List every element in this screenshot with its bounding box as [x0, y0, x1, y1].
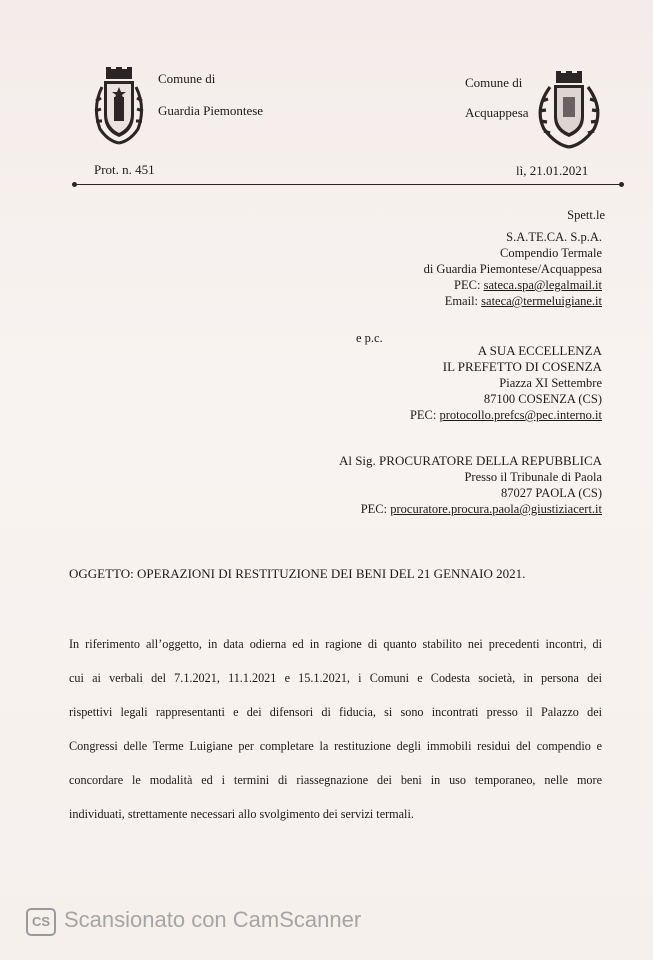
right-comune-label: Comune di	[465, 75, 523, 90]
procuratore-line: Presso il Tribunale di Paola	[464, 470, 602, 484]
cc-label: e p.c.	[356, 331, 383, 345]
prefetto-line: A SUA ECCELLENZA	[477, 343, 602, 358]
body-paragraph	[69, 627, 602, 831]
procuratore-line: 87027 PAOLA (CS)	[501, 486, 602, 500]
prefetto-line: 87100 COSENZA (CS)	[483, 392, 602, 406]
pec-label: PEC:	[409, 408, 440, 422]
procuratore-line: Al Sig. PROCURATORE DELLA REPUBBLICA	[338, 453, 602, 468]
body-line: individuati, strettamente necessari allo svolgimento dei servizi termali.	[69, 807, 414, 821]
right-comune-name: Acquappesa	[465, 105, 529, 120]
subject-line	[69, 566, 525, 582]
subject-label: OGGETTO:	[69, 566, 138, 581]
recipient-main-line: di Guardia Piemontese/Acquappesa	[423, 262, 602, 276]
sateca-pec-link[interactable]: sateca.spa@legalmail.it	[483, 278, 602, 292]
camscanner-logo-icon: CS	[26, 908, 56, 936]
subject-text: OPERAZIONI DI RESTITUZIONE DEI BENI DEL 21 GENNAIO 2021.	[137, 566, 526, 581]
recipient-main-line: S.A.TE.CA. S.p.A.	[506, 230, 602, 244]
recipient-main-line: Compendio Termale	[500, 246, 602, 260]
prefetto-pec-link[interactable]: protocollo.prefcs@pec.interno.it	[439, 408, 602, 422]
body-line: concordare le modalità ed i termini di riassegnazione dei beni in uso temporaneo, nelle more	[69, 773, 602, 787]
prefetto-line: IL PREFETTO DI COSENZA	[442, 359, 602, 374]
pec-label: PEC:	[360, 502, 391, 516]
body-line: cui ai verbali del 7.1.2021, 11.1.2021 e 15.1.2021, i Comuni e Codesta società, in persona dei	[69, 671, 602, 685]
guardia-piemontese-crest-icon	[90, 67, 148, 147]
acquappesa-crest-icon	[534, 71, 604, 149]
procuratore-pec	[339, 501, 602, 517]
letter-date: lì, 21.01.2021	[516, 163, 589, 178]
sateca-email-link[interactable]: sateca@termeluigiane.it	[481, 294, 602, 308]
recipient-main-email	[424, 293, 602, 309]
recipient-main-block	[424, 229, 602, 309]
rule-dot-right	[619, 182, 624, 187]
pec-label: PEC:	[454, 278, 484, 292]
recipient-procuratore-block	[339, 453, 602, 517]
left-comune-name: Guardia Piemontese	[158, 103, 264, 118]
prefetto-pec	[410, 407, 602, 423]
camscanner-watermark: Scansionato con CamScanner	[64, 907, 362, 932]
body-line: rispettivi legali rappresentanti e dei difensori di fiducia, si sono incontrati presso il Palazzo dei	[69, 705, 602, 719]
prefetto-line: Piazza XI Settembre	[499, 376, 602, 390]
salutation: Spett.le	[567, 208, 605, 222]
procuratore-pec-link[interactable]: procuratore.procura.paola@giustiziacert.it	[390, 502, 602, 516]
recipient-main-pec	[424, 277, 602, 293]
header-divider	[74, 184, 622, 185]
left-comune-label: Comune di	[158, 71, 216, 86]
body-line: Congressi delle Terme Luigiane per completare la restituzione degli immobili residui del compendio e	[69, 739, 602, 753]
recipient-prefetto-block	[410, 343, 602, 423]
protocol-number: Prot. n. 451	[94, 162, 155, 177]
email-label: Email:	[444, 294, 482, 308]
body-line: In riferimento all’oggetto, in data odierna ed in ragione di quanto stabilito nei precedenti incontri, di	[69, 637, 602, 651]
